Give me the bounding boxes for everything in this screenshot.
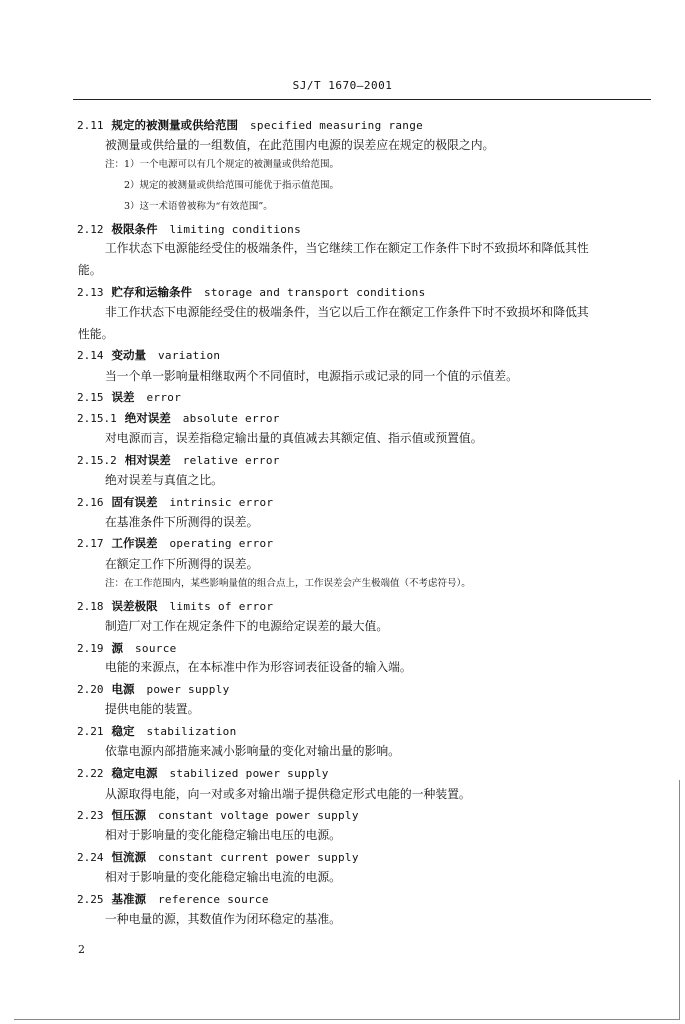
term-heading: [77, 849, 359, 865]
term-english: storage and transport conditions: [204, 286, 426, 299]
term-english: intrinsic error: [169, 496, 274, 509]
term-number: 2.24: [77, 851, 104, 864]
term-chinese: 规定的被测量或供给范围: [111, 118, 238, 132]
definition-text: 从源取得电能，向一对或多对输出端子提供稳定形式电能的一种装置。: [105, 787, 471, 801]
term-english: error: [146, 391, 182, 404]
term-english: source: [135, 642, 177, 655]
definition-text: 电能的来源点，在本标准中作为形容词表征设备的输入端。: [105, 660, 412, 674]
term-heading: [77, 452, 280, 468]
term-english: constant voltage power supply: [158, 809, 359, 822]
term-number: 2.12: [77, 223, 104, 236]
term-heading: [77, 598, 273, 614]
term-number: 2.25: [77, 893, 104, 906]
term-heading: [77, 117, 423, 133]
definition-text: 制造厂对工作在规定条件下的电源给定误差的最大值。: [105, 619, 389, 633]
note-text: 注：在工作范围内，某些影响量值的组合点上，工作误差会产生极端值（不考虑符号）。: [105, 578, 471, 589]
term-number: 2.15.1: [77, 412, 117, 425]
term-heading: [77, 347, 220, 363]
term-chinese: 相对误差: [124, 453, 171, 467]
definition-text: 在额定工作下所测得的误差。: [105, 557, 259, 571]
term-english: reference source: [158, 893, 269, 906]
note-subitem: 2）规定的被测量或供给范围可能优于指示值范围。: [124, 180, 340, 191]
term-number: 2.11: [77, 119, 104, 132]
term-heading: [77, 891, 269, 907]
term-heading: [77, 284, 426, 300]
term-heading: [77, 494, 273, 510]
definition-text: 对电源而言，误差指稳定输出量的真值减去其额定值、指示值或预置值。: [105, 431, 483, 445]
definition-text: 一种电量的源，其数值作为闭环稳定的基准。: [105, 912, 341, 926]
definition-text: 相对于影响量的变化能稳定输出电压的电源。: [105, 828, 341, 842]
term-number: 2.15: [77, 391, 104, 404]
definition-text: 非工作状态下电源能经受住的极端条件，当它以后工作在额定工作条件下时不致损坏和降低其: [105, 305, 589, 319]
term-english: variation: [158, 349, 221, 362]
term-english: limiting conditions: [169, 223, 302, 236]
definition-text: 相对于影响量的变化能稳定输出电流的电源。: [105, 870, 341, 884]
term-number: 2.19: [77, 642, 104, 655]
definition-continuation: 能。: [78, 263, 102, 277]
document-header: SJ/T 1670—2001: [292, 79, 393, 92]
definition-text: 绝对误差与真值之比。: [105, 473, 223, 487]
term-english: power supply: [146, 683, 230, 696]
term-number: 2.13: [77, 286, 104, 299]
header-rule: [73, 99, 651, 100]
term-number: 2.21: [77, 725, 104, 738]
term-chinese: 工作误差: [111, 536, 158, 550]
term-number: 2.16: [77, 496, 104, 509]
scan-edge-right: [679, 780, 680, 1020]
term-chinese: 源: [111, 641, 123, 655]
term-heading: [77, 389, 181, 405]
term-heading: [77, 765, 329, 781]
term-number: 2.14: [77, 349, 104, 362]
term-number: 2.17: [77, 537, 104, 550]
term-chinese: 恒压源: [111, 808, 146, 822]
term-number: 2.22: [77, 767, 104, 780]
term-english: relative error: [182, 454, 280, 467]
term-english: limits of error: [169, 600, 274, 613]
term-chinese: 稳定: [111, 724, 135, 738]
term-chinese: 电源: [111, 682, 135, 696]
term-heading: [77, 535, 273, 551]
term-number: 2.20: [77, 683, 104, 696]
definition-text: 提供电能的装置。: [105, 702, 200, 716]
term-chinese: 绝对误差: [124, 411, 171, 425]
definition-continuation: 性能。: [78, 327, 114, 341]
term-heading: [77, 681, 230, 697]
term-chinese: 稳定电源: [111, 766, 158, 780]
note-text: 注：1）一个电源可以有几个规定的被测量或供给范围。: [105, 159, 340, 170]
term-number: 2.15.2: [77, 454, 117, 467]
term-heading: [77, 723, 237, 739]
term-chinese: 误差: [111, 390, 135, 404]
term-heading: [77, 221, 301, 237]
term-chinese: 基准源: [111, 892, 146, 906]
definition-text: 当一个单一影响量相继取两个不同值时，电源指示或记录的同一个值的示值差。: [105, 369, 518, 383]
term-number: 2.23: [77, 809, 104, 822]
term-chinese: 变动量: [111, 348, 146, 362]
definition-text: 被测量或供给量的一组数值，在此范围内电源的误差应在规定的极限之内。: [105, 138, 495, 152]
scan-edge-bottom: [14, 1019, 679, 1020]
note-subitem: 3）这一术语曾被称为“有效范围”。: [124, 201, 273, 212]
term-english: operating error: [169, 537, 274, 550]
definition-text: 依靠电源内部措施来减小影响量的变化对输出量的影响。: [105, 744, 400, 758]
term-heading: [77, 807, 359, 823]
term-english: stabilization: [146, 725, 237, 738]
term-number: 2.18: [77, 600, 104, 613]
definition-text: 在基准条件下所测得的误差。: [105, 515, 259, 529]
term-chinese: 误差极限: [111, 599, 158, 613]
term-english: stabilized power supply: [169, 767, 329, 780]
term-heading: [77, 410, 280, 426]
term-chinese: 极限条件: [111, 222, 158, 236]
term-english: absolute error: [182, 412, 280, 425]
term-heading: [77, 640, 177, 656]
page-number: 2: [78, 943, 85, 956]
term-chinese: 贮存和运输条件: [111, 285, 192, 299]
definition-text: 工作状态下电源能经受住的极端条件，当它继续工作在额定工作条件下时不致损坏和降低其性: [105, 241, 589, 255]
term-chinese: 恒流源: [111, 850, 146, 864]
term-chinese: 固有误差: [111, 495, 158, 509]
term-english: specified measuring range: [250, 119, 424, 132]
term-english: constant current power supply: [158, 851, 359, 864]
